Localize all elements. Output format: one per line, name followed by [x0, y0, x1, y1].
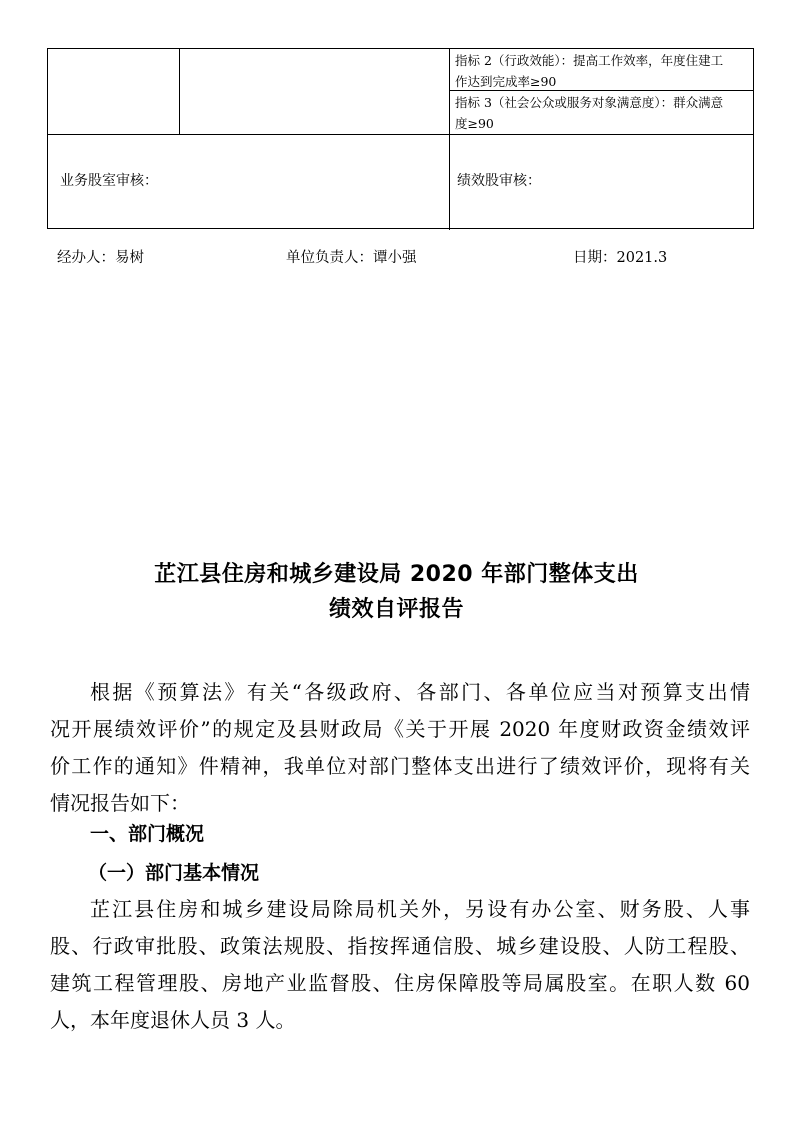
intro-line: 况开展绩效评价”的规定及县财政局《关于开展 2020 年度财政资金绩效评: [50, 717, 750, 741]
review-table: [47, 48, 754, 229]
basic-info-line: 人，本年度退休人员 3 人。: [50, 1008, 296, 1032]
subsection-1-heading: （一）部门基本情况: [88, 862, 260, 884]
handler-label: 经办人：易树: [57, 250, 144, 266]
basic-info-line: 建筑工程管理股、房地产业监督股、住房保障股等局属股室。在职人数 60: [50, 971, 750, 995]
basic-info-line: 芷江县住房和城乡建设局除局机关外，另设有办公室、财务股、人事: [90, 897, 750, 921]
table-divider: [179, 49, 180, 134]
intro-line: 根据《预算法》有关“各级政府、各部门、各单位应当对预算支出情: [90, 680, 750, 704]
indicator-2-line-2: 作达到完成率≥90: [455, 74, 557, 89]
indicator-3-text: [455, 92, 723, 134]
business-review-label: 业务股室审核：: [60, 173, 158, 189]
indicator-2-text: [455, 50, 723, 92]
table-divider: [449, 49, 450, 230]
report-title-line-2: 绩效自评报告: [328, 597, 464, 622]
indicator-3-line-1: 指标 3（社会公众或服务对象满意度）：群众满意: [455, 95, 724, 110]
intro-paragraph: [50, 674, 750, 822]
intro-line: 情况报告如下：: [50, 791, 190, 815]
indicator-2-line-1: 指标 2（行政效能）：提高工作效率，年度住建工: [455, 53, 724, 68]
performance-review-label: 绩效股审核：: [457, 173, 541, 189]
date-label: 日期：2021.3: [573, 250, 668, 266]
section-1-heading: 一、部门概况: [90, 823, 205, 845]
intro-line: 价工作的通知》件精神，我单位对部门整体支出进行了绩效评价，现将有关: [50, 754, 750, 778]
table-divider: [48, 134, 754, 135]
indicator-3-line-2: 度≥90: [455, 116, 494, 131]
report-title-line-1: 芷江县住房和城乡建设局 2020 年部门整体支出: [154, 562, 639, 587]
basic-info-paragraph: [50, 891, 750, 1039]
basic-info-line: 股、行政审批股、政策法规股、指按挥通信股、城乡建设股、人防工程股、: [50, 934, 750, 958]
unit-head-label: 单位负责人：谭小强: [286, 250, 417, 266]
